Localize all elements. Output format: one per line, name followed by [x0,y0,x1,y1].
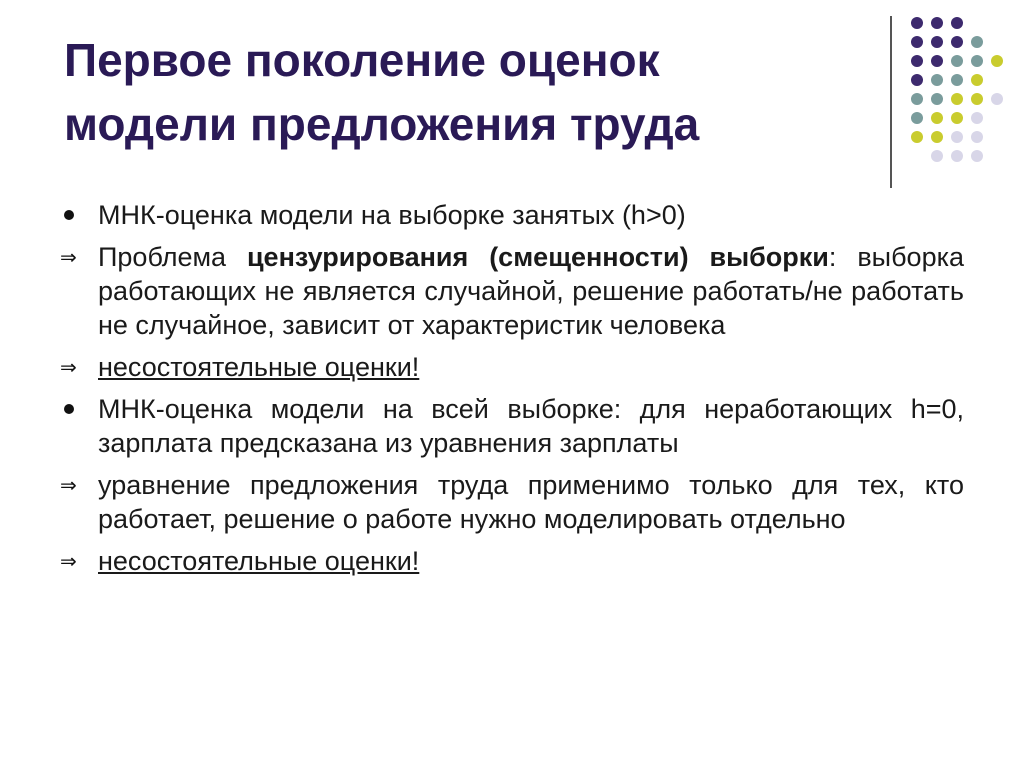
bullet-item-4 [60,392,964,460]
dot [971,36,983,48]
bullet-dot-icon [64,210,74,220]
bullet-text: уравнение предложения труда применимо только для тех, кто работает, решение о работе нужно моделировать отдельно [98,470,964,534]
bullet-item-6 [60,544,964,578]
dot [951,93,963,105]
dot [911,74,923,86]
double-arrow-right-icon: ⇒ [60,355,77,379]
dot [971,131,983,143]
dot [931,93,943,105]
bullet-text-underlined: несостоятельные оценки! [98,546,420,576]
bullet-text-prefix: Проблема [98,242,247,272]
bullet-text-suffix: : выборка работающих не является случайной, решение работать/не работать не случайное, зависит от характеристик человека [98,242,965,340]
dot [971,112,983,124]
slide-title [64,28,864,156]
dot [911,36,923,48]
bullet-list [60,198,964,586]
bullet-item-3 [60,350,964,384]
dot [971,93,983,105]
double-arrow-right-icon: ⇒ [60,245,77,269]
bullet-text [98,350,964,384]
dot [951,17,963,29]
bullet-text: МНК-оценка модели на выборке занятых (h>0) [98,200,686,230]
dot [971,150,983,162]
title-line-2: модели предложения труда [64,98,700,150]
dot [931,55,943,67]
title-divider-line [890,16,892,188]
bullet-text: МНК-оценка модели на всей выборке: для неработающих h=0, зарплата предсказана из уравнения зарплаты [98,394,964,458]
dot [951,131,963,143]
dot [911,131,923,143]
bullet-item-2 [60,240,964,342]
bullet-item-1 [60,198,964,232]
dot [951,74,963,86]
dot [911,93,923,105]
bullet-text [98,240,964,342]
dot [931,36,943,48]
double-arrow-right-icon: ⇒ [60,549,77,573]
decorative-dot-grid-icon [900,12,1010,172]
dot [991,93,1003,105]
dot [911,55,923,67]
dot [931,150,943,162]
bullet-dot-icon [64,404,74,414]
dot [951,150,963,162]
dot [951,55,963,67]
dot [931,131,943,143]
bullet-text-underlined: несостоятельные оценки! [98,352,420,382]
dot [911,17,923,29]
dot [951,112,963,124]
bullet-text-bold: цензурирования (смещенности) выборки [246,242,829,272]
bullet-text [98,544,964,578]
dot [911,112,923,124]
dot [971,74,983,86]
title-line-1: Первое поколение оценок [64,34,660,86]
dot [931,17,943,29]
dot [951,36,963,48]
dot [931,112,943,124]
dot [971,55,983,67]
dot [931,74,943,86]
double-arrow-right-icon: ⇒ [60,473,77,497]
bullet-item-5 [60,468,964,536]
dot-grid-svg [900,12,1010,172]
dot [991,55,1003,67]
